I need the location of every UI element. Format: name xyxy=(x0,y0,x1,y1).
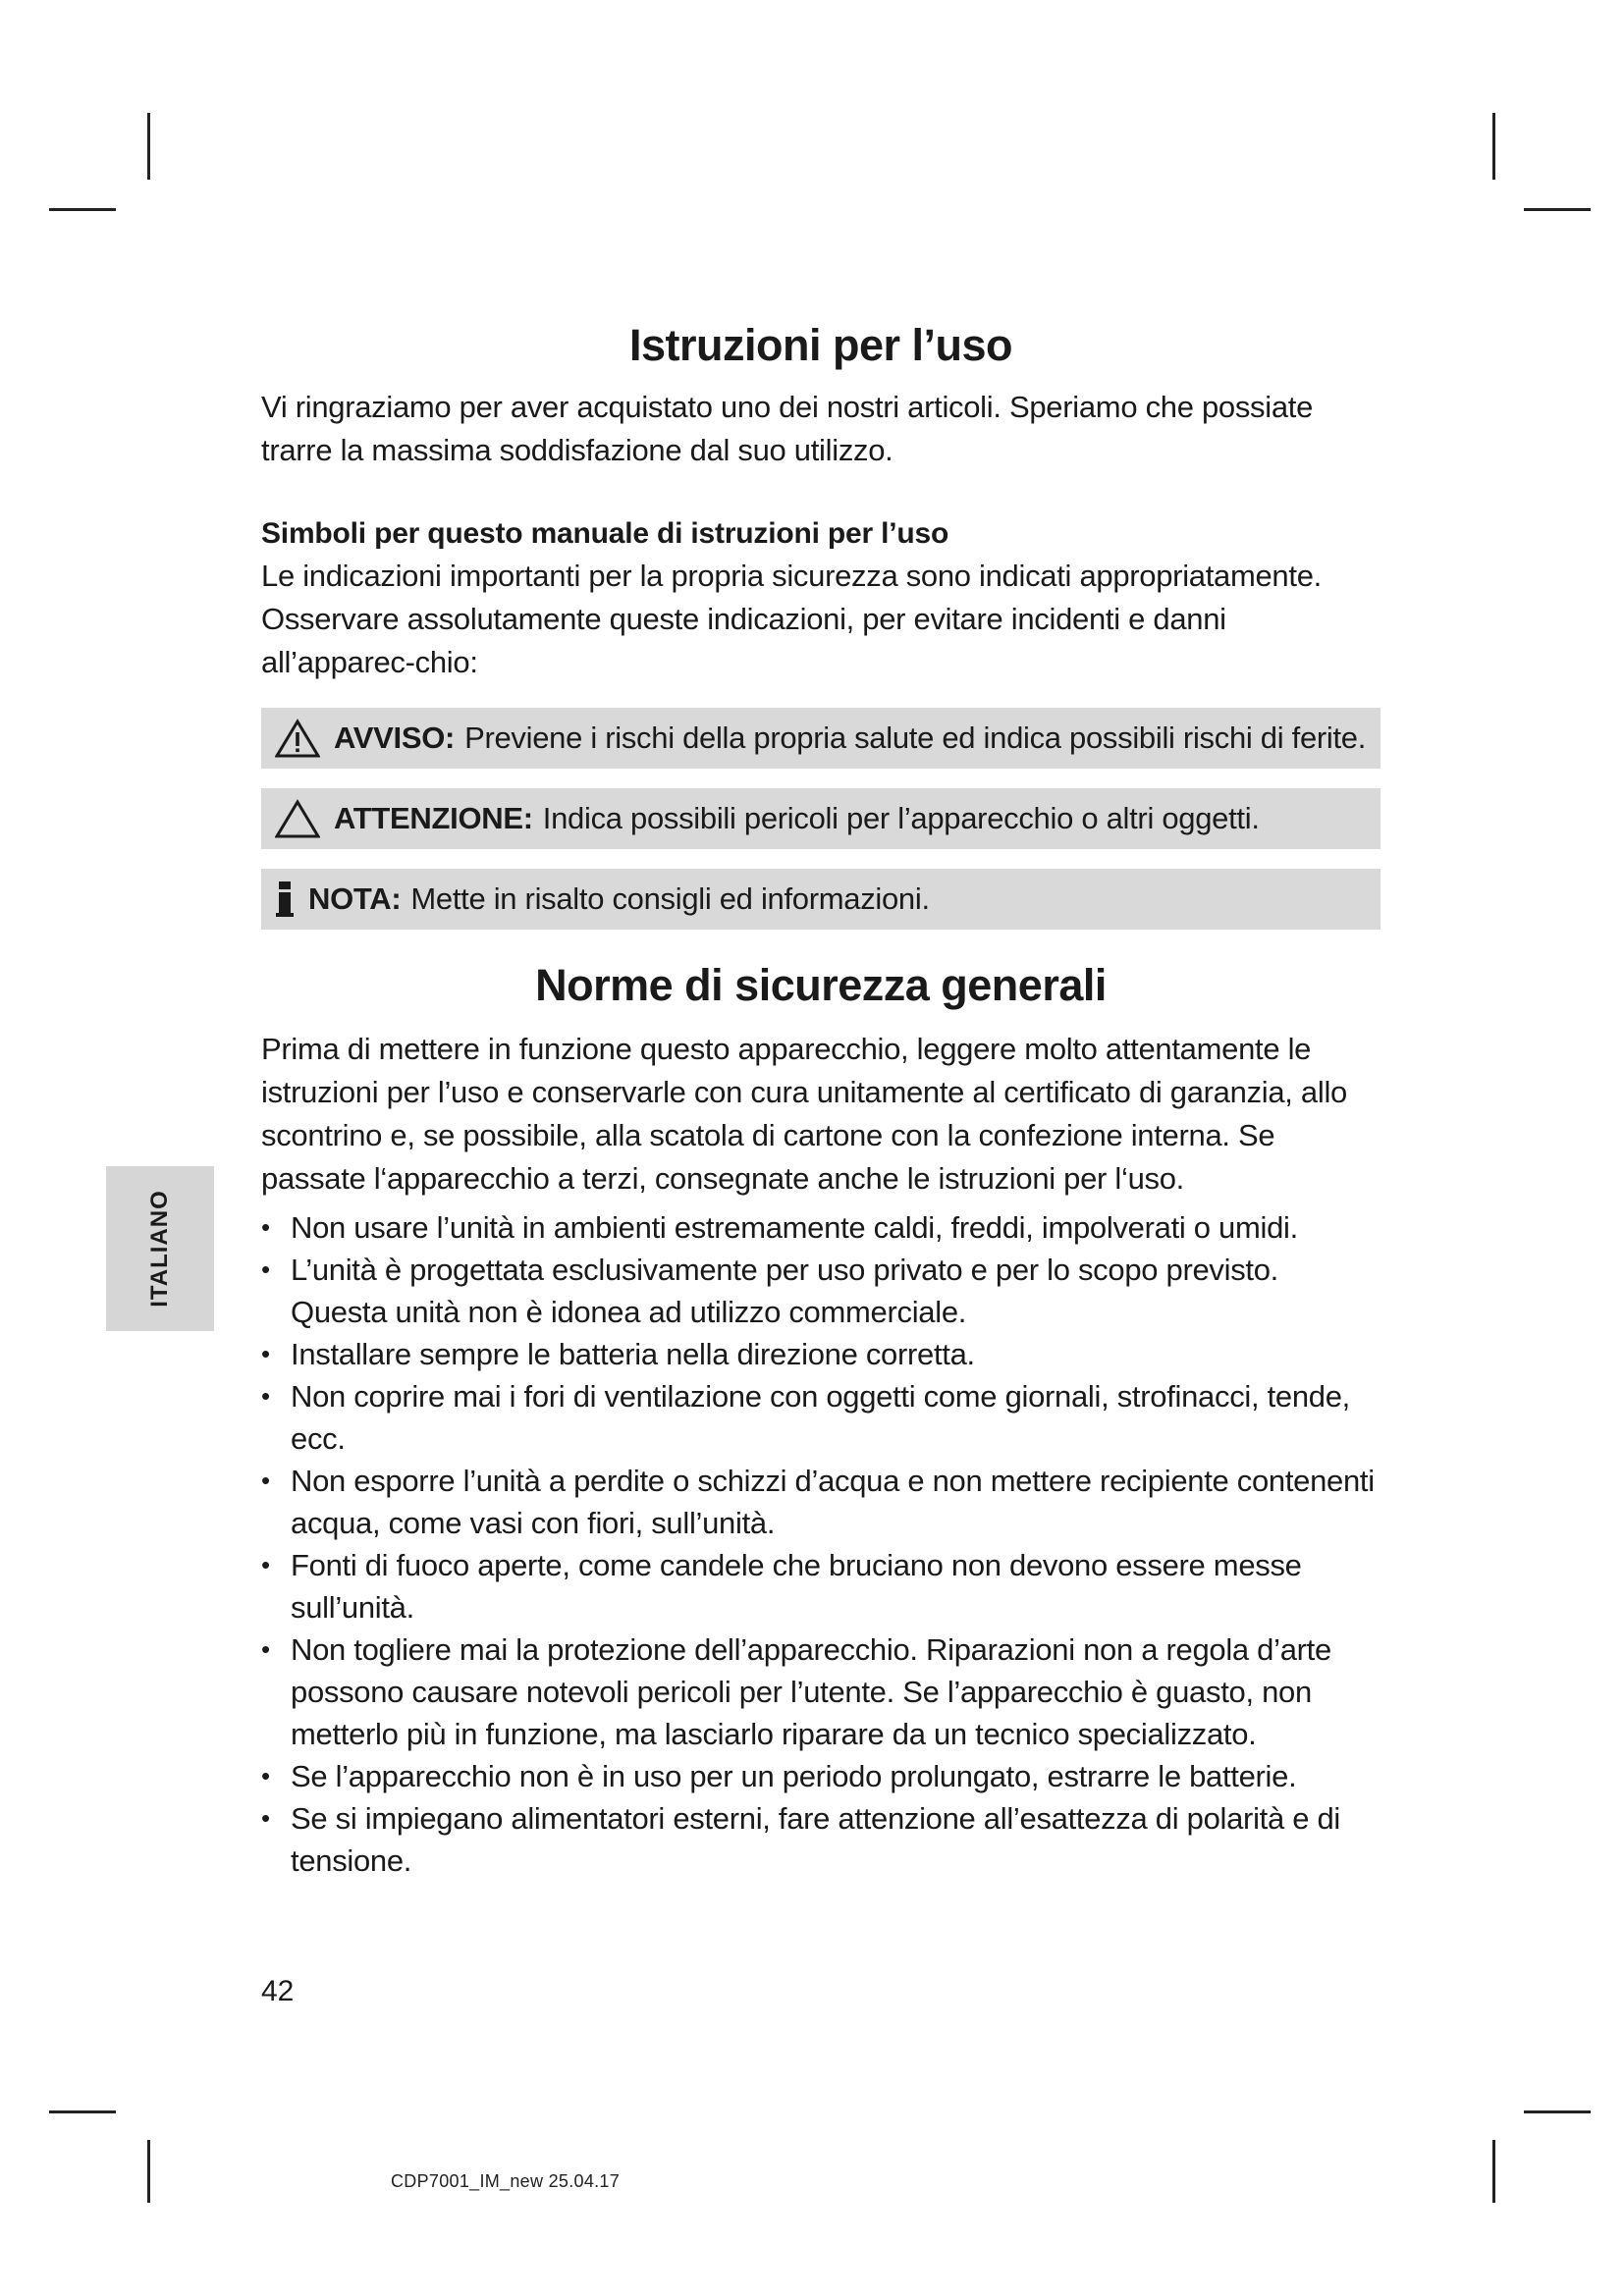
list-item: • Se l’apparecchio non è in uso per un periodo prolungato, estrarre le batterie. xyxy=(261,1755,1380,1797)
crop-mark-top-left-horizontal xyxy=(49,208,116,211)
warning-text: Previene i rischi della propria salute ed indica possibili rischi di ferite. xyxy=(464,721,1367,755)
note-label: NOTA: xyxy=(308,881,402,916)
list-item: • Non esporre l’unità a perdite o schizzi d’acqua e non mettere recipiente contenenti acqua, come vasi con fiori, sull’unità. xyxy=(261,1460,1380,1544)
warning-notice xyxy=(261,708,1380,769)
warning-triangle-icon xyxy=(275,719,320,758)
section-title-instructions: Istruzioni per l’uso xyxy=(628,320,1013,370)
list-item: • Non usare l’unità in ambienti estremamente caldi, freddi, impolverati o umidi. xyxy=(261,1206,1380,1249)
list-item: • L’unità è progettata esclusivamente per uso privato e per lo scopo previsto. Questa unità non è idonea ad utilizzo commerciale. xyxy=(261,1249,1380,1333)
page-content xyxy=(261,319,1380,1882)
page-number: 42 xyxy=(261,1975,295,2007)
intro-paragraph: Vi ringraziamo per aver acquistato uno dei nostri articoli. Speriamo che possiate trarre la massima soddisfazione dal suo utilizzo. xyxy=(261,390,1314,467)
caution-notice xyxy=(261,788,1380,849)
section-title-safety: Norme di sicurezza generali xyxy=(535,960,1107,1010)
language-tab xyxy=(106,1166,214,1331)
note-text: Mette in risalto consigli ed informazioni. xyxy=(410,881,930,916)
list-item: • Non togliere mai la protezione dell’apparecchio. Riparazioni non a regola d’arte possono causare notevoli pericoli per l’utente. Se l’apparecchio è guasto, non metterlo più in funzione, ma lasciarlo riparare da un tecnico specializzato. xyxy=(261,1629,1380,1755)
crop-mark-top-right-vertical xyxy=(1492,113,1495,180)
caution-label: ATTENZIONE: xyxy=(334,801,533,835)
crop-mark-top-right-horizontal xyxy=(1524,208,1591,211)
crop-mark-top-left-vertical xyxy=(147,113,150,180)
note-notice xyxy=(261,869,1380,930)
crop-mark-bottom-left-vertical xyxy=(147,2140,150,2203)
warning-label: AVVISO: xyxy=(334,721,456,755)
symbols-heading: Simboli per questo manuale di istruzioni per l’uso xyxy=(261,517,949,550)
symbols-paragraph: Le indicazioni importanti per la propria sicurezza sono indicati appropriatamente. Osservare assolutamente queste indicazioni, per evitare incidenti e danni all’apparec-chio: xyxy=(261,559,1322,679)
language-tab-label: ITALIANO xyxy=(146,1190,173,1308)
list-item: • Se si impiegano alimentatori esterni, fare attenzione all’esattezza di polarità e di tensione. xyxy=(261,1797,1380,1882)
safety-list xyxy=(261,1206,1380,1882)
crop-mark-bottom-left-horizontal xyxy=(49,2110,116,2113)
list-item: • Installare sempre le batteria nella direzione corretta. xyxy=(261,1333,1380,1375)
crop-mark-bottom-right-vertical xyxy=(1492,2140,1495,2203)
print-footer: CDP7001_IM_new 25.04.17 xyxy=(391,2171,621,2191)
caution-text: Indica possibili pericoli per l’apparecchio o altri oggetti. xyxy=(542,801,1260,835)
list-item: • Non coprire mai i fori di ventilazione con oggetti come giornali, strofinacci, tende, ecc. xyxy=(261,1375,1380,1460)
info-icon xyxy=(275,880,295,919)
safety-intro-paragraph: Prima di mettere in funzione questo apparecchio, leggere molto attentamente le istruzioni per l’uso e conservarle con cura unitamente al certificato di garanzia, allo scontrino e, se possibile, alla scatola di cartone con la confezione interna. Se passate l‘apparecchio a terzi, consegnate anche le istruzioni per l‘uso. xyxy=(261,1032,1347,1196)
caution-triangle-icon xyxy=(275,799,320,838)
list-item: • Fonti di fuoco aperte, come candele che bruciano non devono essere messe sull’unità. xyxy=(261,1544,1380,1629)
crop-mark-bottom-right-horizontal xyxy=(1524,2110,1591,2113)
